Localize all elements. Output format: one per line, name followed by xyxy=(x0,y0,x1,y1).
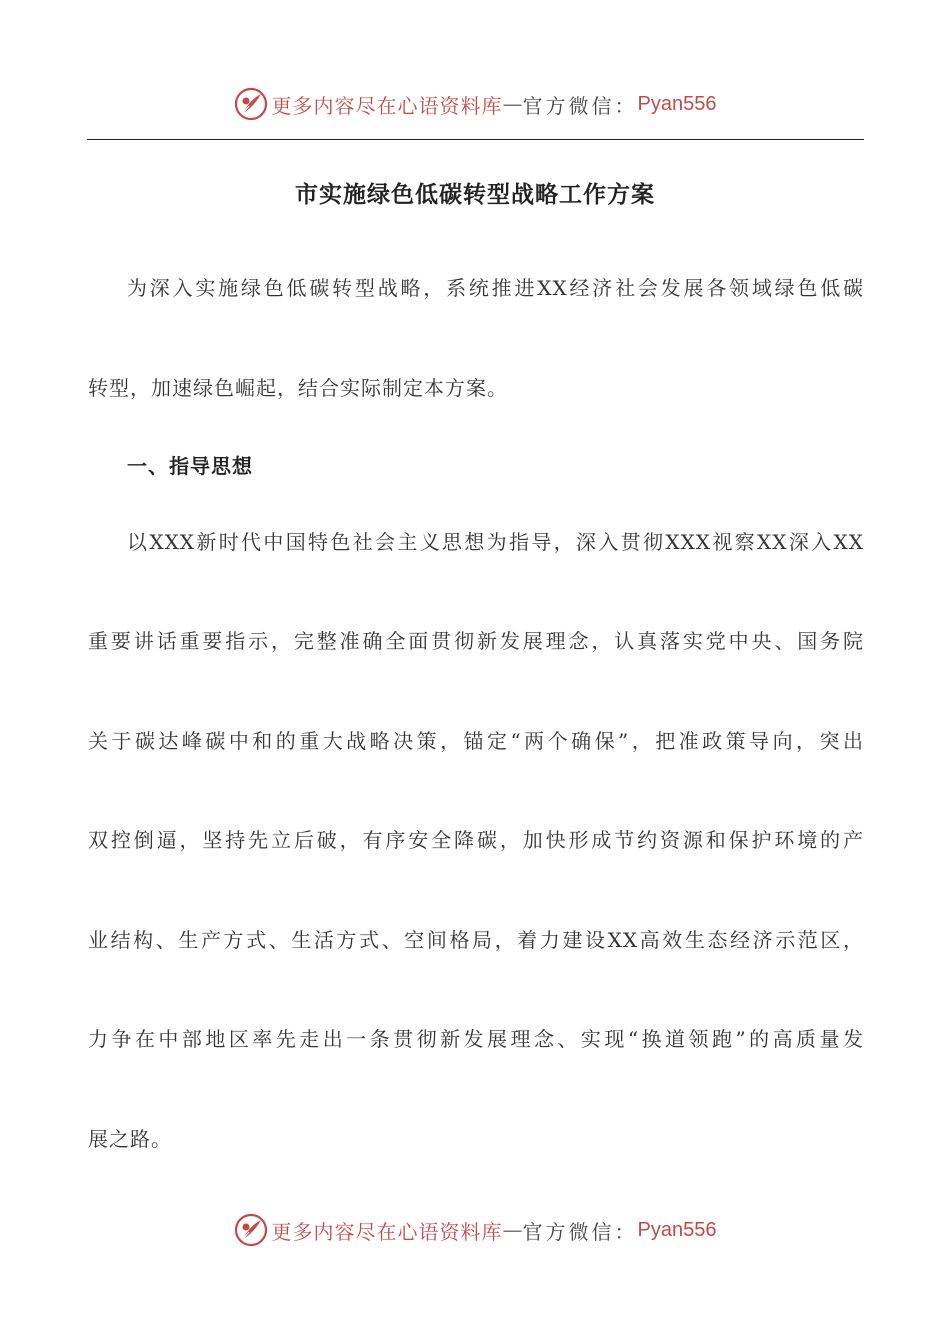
banner-wechat-label: 官方微信： xyxy=(522,93,638,118)
banner-wechat-id: Pyan556 xyxy=(637,92,717,115)
section-line-7: 展之路。 xyxy=(88,1127,172,1151)
banner-text: 更多内容尽在心语资料库 xyxy=(271,93,503,118)
section-line-6: 力争在中部地区率先走出一条贯彻新发展理念、实现“换道领跑”的高质量发 xyxy=(88,1027,864,1051)
banner-wechat-id: Pyan556 xyxy=(637,1218,717,1241)
header-rule xyxy=(87,139,864,140)
banner-text: 更多内容尽在心语资料库 xyxy=(271,1219,503,1244)
section-heading: 一、指导思想 xyxy=(127,454,253,478)
intro-line-2: 转型，加速绿色崛起，结合实际制定本方案。 xyxy=(88,376,508,400)
banner-wechat-label: 官方微信： xyxy=(522,1219,638,1244)
section-line-5: 业结构、生产方式、生活方式、空间格局，着力建设XX高效生态经济示范区， xyxy=(88,928,864,952)
section-line-2: 重要讲话重要指示，完整准确全面贯彻新发展理念，认真落实党中央、国务院 xyxy=(88,629,864,653)
footer-banner xyxy=(0,1210,950,1250)
quill-logo-icon xyxy=(234,87,268,121)
section-line-4: 双控倒逼，坚持先立后破，有序安全降碳，加快形成节约资源和保护环境的产 xyxy=(88,828,864,852)
section-line-3: 关于碳达峰碳中和的重大战略决策，锚定“两个确保”，把准政策导向，突出 xyxy=(88,729,864,753)
header-banner xyxy=(0,84,950,124)
document-title: 市实施绿色低碳转型战略工作方案 xyxy=(295,182,655,208)
banner-separator: — xyxy=(502,1218,523,1242)
quill-logo-icon xyxy=(234,1213,268,1247)
banner-separator: — xyxy=(502,92,523,116)
section-line-1: 以XXX新时代中国特色社会主义思想为指导，深入贯彻XXX视察XX深入XX xyxy=(127,530,864,554)
intro-line-1: 为深入实施绿色低碳转型战略，系统推进XX经济社会发展各领域绿色低碳 xyxy=(127,276,864,300)
